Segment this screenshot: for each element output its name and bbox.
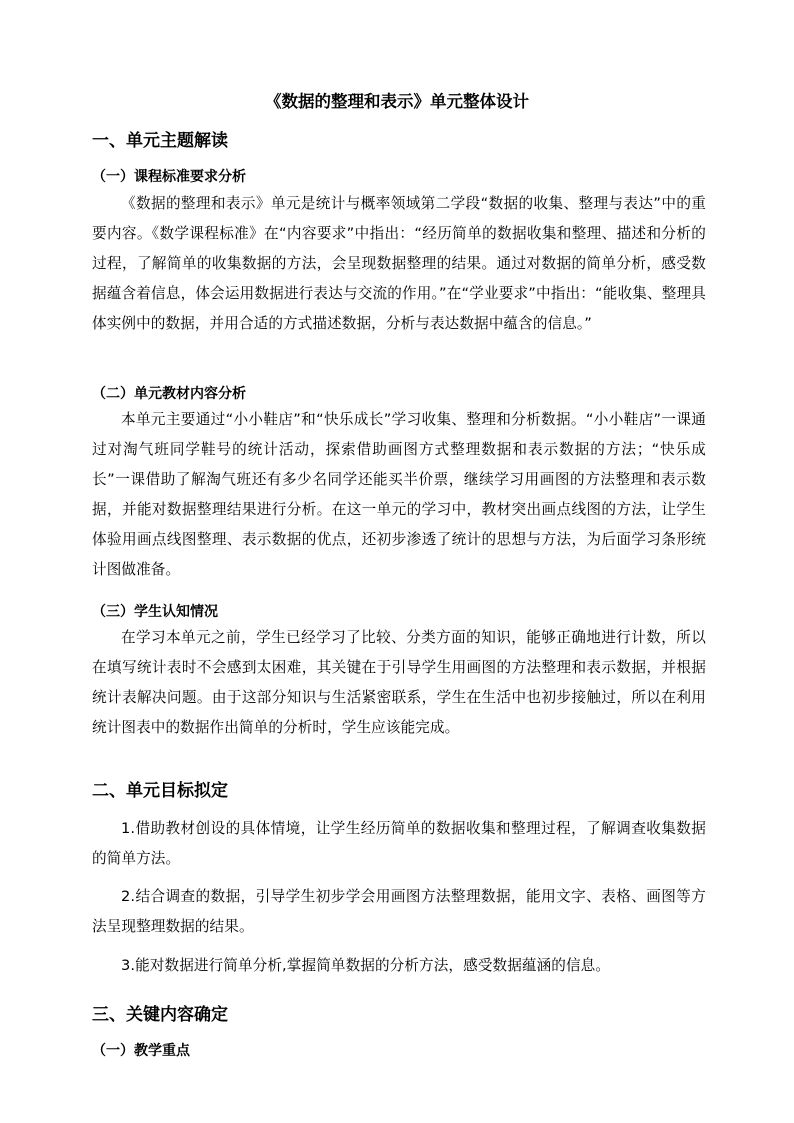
section-heading-3: 三、关键内容确定 — [92, 1005, 228, 1025]
document-title: 《数据的整理和表示》单元整体设计 — [265, 92, 529, 111]
section-heading-1: 一、单元主题解读 — [92, 131, 228, 151]
paragraph-textbook-content: 本单元主要通过“小小鞋店”和“快乐成长”学习收集、整理和分析数据。“小小鞋店”一课通过对淘气班同学鞋号的统计活动，探索借助画图方式整理数据和表示数据的方法；“快乐成长”一课借助了解淘气班还有多少名同学还能买半价票，继续学习用画图的方法整理和表示数据，并能对数据整理结果进行分析。在这一单元的学习中，教材突出画点线图的方法，让学生体验用画点线图整理、表示数据的优点，还初步渗透了统计的思想与方法，为后面学习条形统计图做准备。 — [92, 411, 706, 578]
subsection-heading-3-1: （一）教学重点 — [92, 1043, 190, 1059]
subsection-heading-1-1: （一）课程标准要求分析 — [92, 169, 246, 185]
section-heading-2: 二、单元目标拟定 — [92, 781, 228, 801]
goal-item-2: 2.结合调查的数据，引导学生初步学会用画图方法整理数据，能用文字、表格、画图等方法呈现整理数据的结果。 — [92, 888, 706, 935]
paragraph-student-cognition: 在学习本单元之前，学生已经学习了比较、分类方面的知识，能够正确地进行计数，所以在填写统计表时不会感到太困难，其关键在于引导学生用画图的方法整理和表示数据，并根据统计表解决问题。由于这部分知识与生活紧密联系，学生在生活中也初步接触过，所以在利用统计图表中的数据作出简单的分析时，学生应该能完成。 — [92, 629, 706, 736]
subsection-heading-1-3: （三）学生认知情况 — [92, 604, 218, 620]
paragraph-curriculum-standard: 《数据的整理和表示》单元是统计与概率领域第二学段“数据的收集、整理与表达”中的重要内容。《数学课程标准》在“内容要求”中指出：“经历简单的数据收集和整理、描述和分析的过程，了解简单的收集数据的方法，会呈现数据整理的结果。通过对数据的简单分析，感受数据蕴含着信息，体会运用数据进行表达与交流的作用。”在“学业要求”中指出：“能收集、整理具体实例中的数据，并用合适的方式描述数据，分析与表达数据中蕴含的信息。” — [92, 195, 706, 332]
subsection-heading-1-2: （二）单元教材内容分析 — [92, 386, 246, 402]
goal-item-3: 3.能对数据进行简单分析,掌握简单数据的分析方法，感受数据蕴涵的信息。 — [121, 957, 611, 974]
goal-item-1: 1.借助教材创设的具体情境，让学生经历简单的数据收集和整理过程，了解调查收集数据的简单方法。 — [92, 820, 706, 867]
